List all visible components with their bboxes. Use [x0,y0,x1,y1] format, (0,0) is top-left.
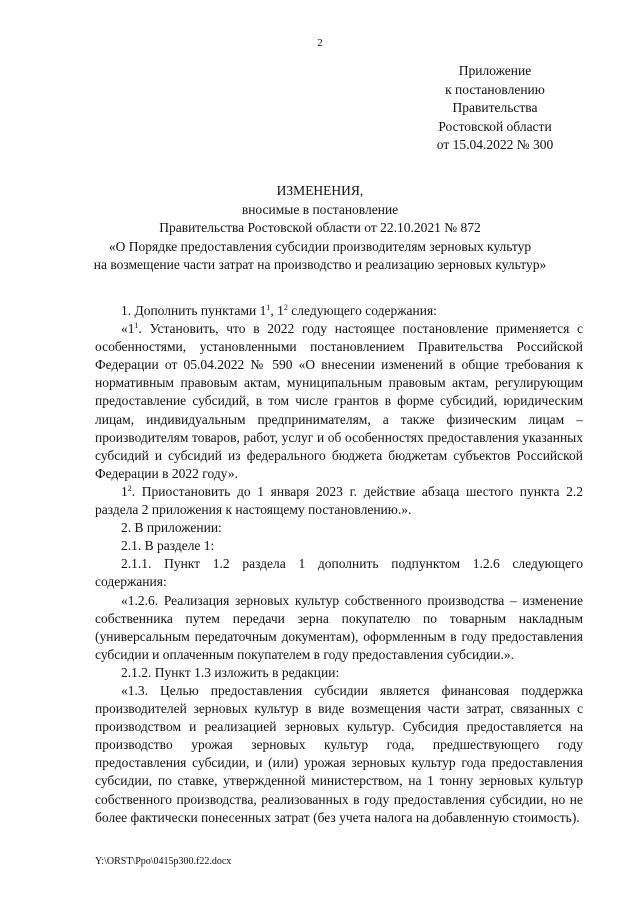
paragraph-item-2: 2. В приложении: [121,520,222,536]
paragraph-item-2-1-2: 2.1.2. Пункт 1.3 изложить в редакции: [121,664,340,680]
paragraph-item-1-2-6: «1.2.6. Реализация зерновых культур собственного производства – изменение собственника путем передачи зерна покупателю по товарным накладным (универсальным передаточным документам), оформленным в году предоставления субсидии и оплаченным покупателем в году предоставления субсидии.». [95,592,583,662]
paragraph-item-2-1: 2.1. В разделе 1: [121,538,215,554]
heading-line: «О Порядке предоставления субсидии производителям зерновых культур [108,238,532,254]
paragraph-item-1-1: «$1^1$. Установить, что в 2022 году настоящее постановление применяется с особенностями, установленными постановлением Правительства Российской Федерации от 05.04.2022 № 590 «О внесении изменений в общие требования к нормативным правовым актам, муниципальным правовым актам, регулирующим предоставление субсидий, в том числе грантов в форме субсидий, юридическим лицам, индивидуальным предпринимателям, а также физическим лицам – производителям товаров, работ, услуг и об особенностях предоставления указанных субсидий и субсидий из федерального бюджета бюджетам субъектов Российской Федерации в 2022 году». [95,321,583,481]
appendix-line: Приложение [458,63,532,78]
paragraph-item-1-2: $1^2$. Приостановить до 1 января 2023 г. действие абзаца шестого пункта 2.2 раздела 2 приложения к настоящему постановлению.». [95,483,583,518]
appendix-line: Правительства [452,100,538,115]
file-path-footer: Y:\ORST\Ppo\0415p300.f22.docx [95,856,232,867]
paragraph-item-1-3: «1.3. Целью предоставления субсидии является финансовая поддержка производителей зерновых культур в виде возмещения части затрат, связанных с производством и реализацией зерновых культур. Субсидия предоставляется на производство урожая зерновых культур года, предшествующего году предоставления субсидии, и (или) урожая зерновых культур года предоставления субсидии, по ставке, утвержденной министерством, на 1 тонну зерновых культур собственного производства, реализованных в году предоставления субсидии, но не более фактически понесенных затрат (без учета налога на добавленную стоимость). [95,682,583,825]
appendix-line: к постановлению [445,81,545,97]
appendix-block [400,62,590,155]
heading-title: ИЗМЕНЕНИЯ, [276,183,364,198]
paragraph-item-1: 1. Дополнить пунктами $1^1$, $1^2$ следующего содержания: [121,303,437,318]
document-body [95,302,583,827]
heading-line: вносимые в постановление [241,201,399,217]
heading-line: на возмещение части затрат на производство и реализацию зерновых культур» [93,257,547,272]
page-number: 2 [317,37,323,49]
heading-line: Правительства Ростовской области от 22.10.2021 № 872 [159,220,481,235]
paragraph-item-2-1-1: 2.1.1. Пункт 1.2 раздела 1 дополнить подпунктом 1.2.6 следующего содержания: [95,556,583,590]
appendix-line: от 15.04.2022 № 300 [436,137,554,152]
document-heading [60,182,580,275]
appendix-line: Ростовской области [438,118,552,134]
